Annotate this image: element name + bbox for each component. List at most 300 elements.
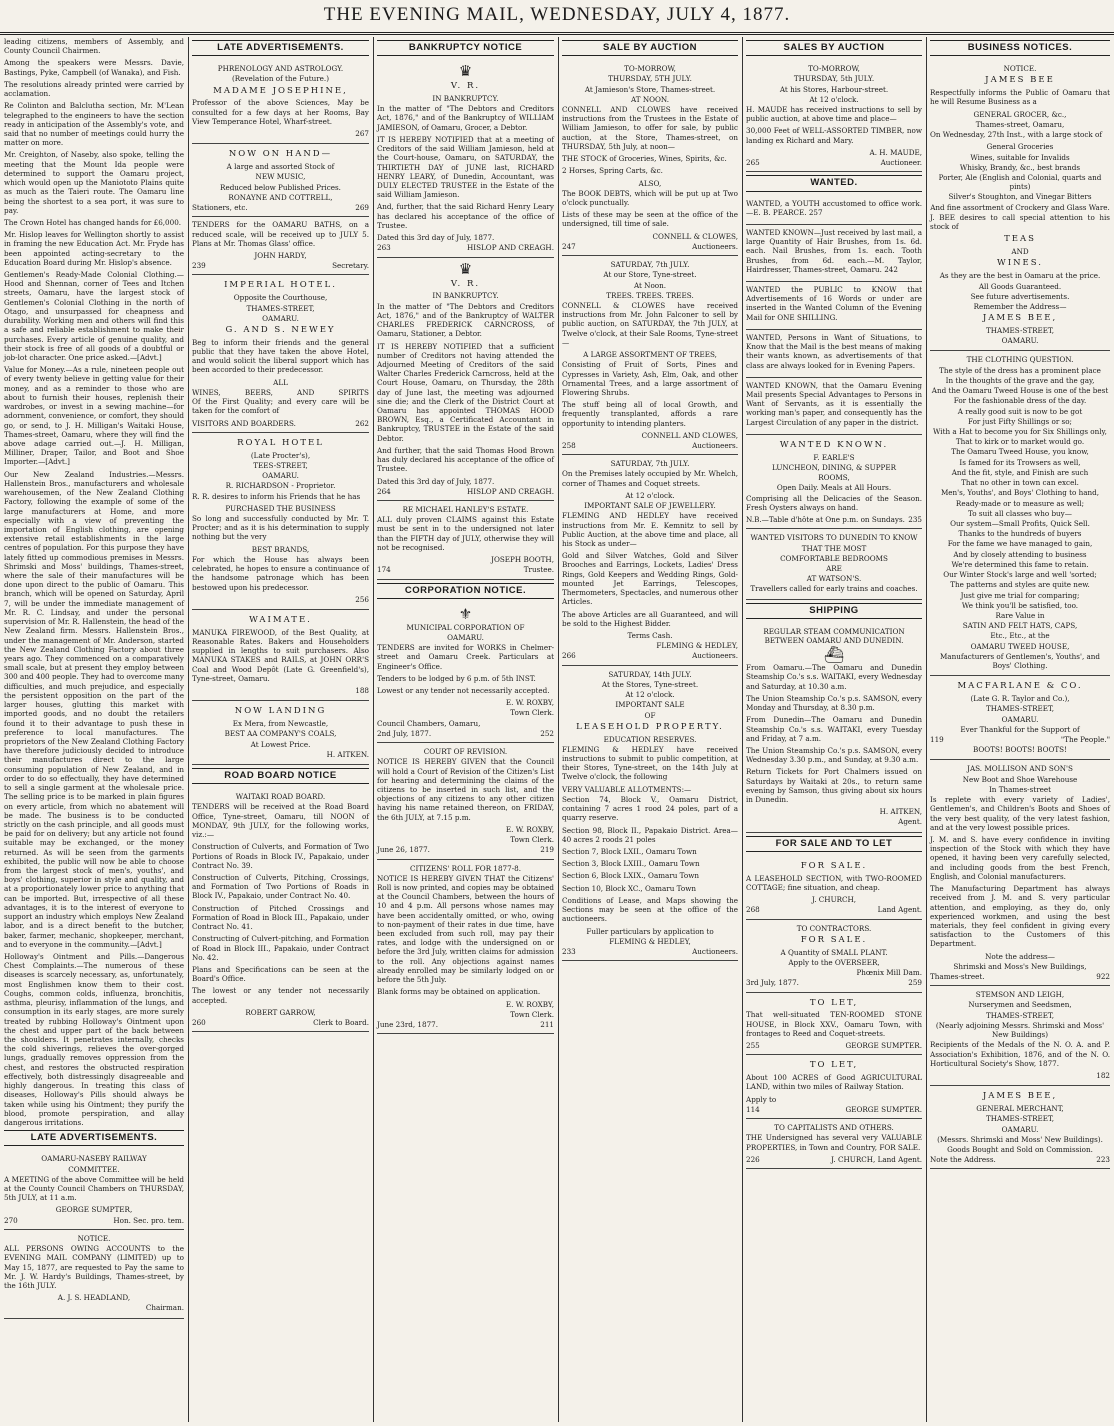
ad-name: JAMES BEE, (982, 313, 1058, 324)
ad-role: Auctioneers. (692, 441, 738, 451)
ad-line: ROOMS, (818, 473, 850, 483)
ad-title: FOR SALE. (800, 934, 868, 945)
ad-number: 266 (562, 651, 576, 661)
ad-role: Trustee. (523, 565, 554, 575)
ad-title: NOW ON HAND— (228, 149, 333, 160)
macfarlane-ad (930, 676, 1110, 760)
ad-line: WINES, (192, 387, 221, 397)
ad-line: THURSDAY, 5th JULY. (793, 74, 875, 84)
news-paragraph: leading citizens, members of Assembly, and County Council Chairmen. (4, 37, 184, 56)
ad-number: 182 (1096, 1071, 1110, 1080)
verse-line: The style of the dress has a prominent place (939, 365, 1101, 375)
ad-title: ROYAL HOTEL (237, 437, 324, 448)
ad-body: WANTED KNOWN—Just received by last mail, a large Quantity of Hair Brushes, from 1s. 6d. each. Nail Brushes, from 1s. each. Tooth Brushes, from 6d. each.—M. Taylor, Hairdresser, Thames-street, Oamaru. 242 (746, 227, 922, 274)
ad-line: Phœnix Mill Dam. (856, 968, 922, 978)
royal-hotel-ad (192, 433, 369, 610)
james-bee-merchant-ad (930, 1086, 1110, 1169)
ad-subtitle: New Boot and Shoe Warehouse (962, 774, 1078, 784)
corporation-tenders-ad (377, 603, 554, 743)
ad-body: TENDERS will be received at the Road Board Office, Tyne-street, Oamaru, till NOON of MONDAY, 9th JULY, for the following works, viz.:— (192, 802, 369, 840)
ad-subtitle: Nurserymen and Seedsmen, (968, 1000, 1072, 1010)
ad-line: OF (644, 710, 656, 720)
ad-body: FLEMING & HEDLEY have received instructions to submit to public competition, at their Stores, Tyne-street, on the 14th July at Twelve o'clock, the following (562, 744, 738, 782)
ad-title: EDUCATION RESERVES. (603, 734, 697, 744)
ad-title: IN BANKRUPTCY. (432, 291, 499, 301)
ad-role: Auctioneers. (692, 241, 738, 251)
ad-body: And, further, that the said Richard Henry Leary has declared his acceptance of the office of Trustee. (377, 202, 554, 230)
ad-line: BEERS, (244, 387, 273, 397)
ad-number: 258 (562, 441, 576, 451)
verse-line: For the fashionable dress of the day. (953, 396, 1087, 406)
section-heading: BUSINESS NOTICES. (930, 40, 1110, 56)
ad-number: 255 (746, 1041, 760, 1051)
ad-line: Apply to the OVERSEER, (788, 957, 880, 967)
ad-line: Fuller particulars by application to (586, 926, 714, 936)
list-item: Construction of Culverts, and Formation of Two Portions of Roads in Block IV., Papakaio, under Contract No. 39. (192, 842, 369, 870)
ad-role: Secretary. (332, 261, 369, 271)
ad-title: WAIMATE. (249, 614, 312, 625)
ad-signer: A. J. S. HEADLAND, (57, 1293, 131, 1303)
court-of-revision-ad (377, 743, 554, 859)
ad-body: That well-situated TEN-ROOMED STONE HOUSE, in Block XXV., Oamaru Town, with frontages to Reed and Coquet-streets. (746, 1010, 922, 1038)
ad-line: SATURDAY, 7th JULY. (610, 260, 690, 270)
ad-title: NOTICE. (1003, 64, 1037, 74)
ad-line: Thames-street. (930, 972, 985, 982)
ad-body: The Union Steamship Co.'s p.s. SAMSON, every Monday and Thursday, at 8.30 p.m. (746, 693, 922, 713)
ad-line: AT WATSON'S. (806, 574, 862, 584)
royal-crest-icon: ♛ (458, 259, 473, 278)
ad-signer: E. W. ROXBY, (505, 999, 554, 1009)
verse-line: Thanks to the hundreds of buyers (958, 529, 1082, 539)
ad-line: GENERAL GROCER, &c., (973, 109, 1067, 119)
ad-body: Comprising all the Delicacies of the Season. Fresh Oysters always on hand. (746, 493, 922, 512)
column-bankruptcy (373, 37, 558, 1422)
ad-signer: JOSEPH BOOTH, (491, 555, 554, 565)
verse-line: Ready-made or to measure as well; (955, 498, 1085, 508)
ad-line: THAMES-STREET, (985, 1010, 1055, 1020)
news-paragraph: Mr. Creighton, of Naseby, also spoke, telling the meeting that the Mount Ida people were determined to support the Oamaru project, which would open up the Maniototo Plains quite as much as the Taieri route. The Oamaru line being the shortest to a sea port, it was sure to pay. (4, 150, 184, 215)
ad-number: 174 (377, 565, 391, 575)
verse-line: Our Winter Stock's large and well 'sorted; (943, 570, 1097, 580)
ad-firm: FLEMING & HEDLEY, (609, 936, 691, 946)
list-item: General Groceries (986, 142, 1054, 152)
ad-line: Etc., Etc., at the (990, 631, 1050, 641)
stemson-leigh-ad (930, 986, 1110, 1086)
ad-line: BEST AA COMPANY'S COALS, (224, 729, 337, 739)
column-auction-wanted (742, 37, 926, 1422)
ad-role: Hon. Sec. pro. tem. (113, 1215, 184, 1225)
ad-body: Tenders to be lodged by 6 p.m. of 5th INST. (377, 673, 536, 683)
ad-date: 2nd July, 1877. (377, 728, 432, 738)
ad-name: F. EARLE'S (813, 452, 855, 462)
ad-number: 239 (192, 261, 206, 271)
ad-body: WANTED KNOWN, that the Oamaru Evening Mail presents Special Advantages to Persons in Want of Servants, as it is essentially the working man's paper, and consequently has the Largest Circulation of any paper in the district. (746, 380, 922, 427)
ad-line: All Goods Guaranteed. (978, 281, 1062, 291)
verse-line: Men's, Youths', and Boys' Clothing to hand, (940, 488, 1100, 498)
ad-line: At the Stores, Tyne-street. (601, 679, 699, 689)
ad-body: FLEMING AND HEDLEY have received instructions from Mr. E. Kemnitz to sell by Public Auction, at the above time and place, all his Stock as under— (562, 511, 738, 548)
list-item: Porter, Ale (English and Colonial, quarts and pints) (938, 173, 1102, 192)
ad-signer: A. H. MAUDE, (869, 147, 922, 157)
ad-title: TO CONTRACTORS. (796, 923, 872, 933)
ad-signer: J. CHURCH, Land Agent. (831, 1154, 922, 1164)
ad-signer: GEORGE SUMPTER. (845, 1041, 922, 1051)
section-heading: WANTED. (746, 175, 922, 191)
ad-number: 188 (355, 686, 369, 696)
ad-number: 270 (4, 1215, 18, 1225)
ad-line: WINES. (997, 258, 1043, 269)
ad-line: A large and assorted Stock of (226, 162, 335, 172)
wanted-ad (746, 196, 922, 225)
list-item: Whisky, Brandy, &c., best brands (959, 162, 1081, 172)
ad-line: See future advertisements. (970, 291, 1070, 301)
verse-line: And by closely attending to business (953, 549, 1087, 559)
for-sale-cottage-ad (746, 856, 922, 920)
ad-line: OAMARU. (262, 471, 299, 481)
ad-body: TENDERS are invited for WORKS in Chelmer-street and Oamaru Creek. Particulars at Engineer's Office. (377, 643, 554, 671)
ad-body: A Quantity of SMALL PLANT. (780, 947, 888, 957)
ad-line: Thames-street, Oamaru, (975, 119, 1065, 129)
ad-body: H. MAUDE has received instructions to sell by public auction, at above time and place— (746, 105, 922, 124)
ad-line: At 12 o'clock. (625, 690, 675, 700)
ad-name: G. AND S. NEWEY (225, 324, 336, 335)
ad-number: 263 (377, 243, 391, 253)
ad-line: THAMES-STREET, (985, 704, 1055, 714)
ad-line: NEW MUSIC, (255, 172, 306, 182)
ad-line: Terms Cash. (627, 630, 673, 640)
ad-line: OAMARU. (1001, 1124, 1039, 1134)
ad-line: As they are the best in Oamaru at the price. (939, 271, 1101, 281)
ad-body: A LEASEHOLD SECTION, with TWO-ROOMED COTTAGE; fine situation, and cheap. (746, 873, 922, 892)
ad-body: Is replete with every variety of Ladies', Gentlemen's, and Children's Boots and Shoes of the very best quality, of the very latest fashion, and at the very lowest possible prices. (930, 795, 1110, 832)
ad-body: Professor of the above Sciences, May be consulted for a few days at her Rooms, Bay View Temperance Hotel, Wharf-street. (192, 98, 369, 126)
ad-line: THAMES-STREET, (246, 303, 315, 313)
ad-body: TENDERS for the OAMARU BATHS, on a reduced scale, will be received up to JULY 5. Plans at Mr. Thomas Glass' office. (192, 220, 369, 248)
ad-name: JAMES BEE, (982, 1091, 1058, 1102)
municipal-crest-icon: ⚜ (458, 604, 473, 623)
wanted-ad (746, 378, 922, 435)
ad-body: The above Articles are all Guaranteed, and will be sold to the Highest Bidder. (562, 609, 738, 628)
ad-line: Open Daily. Meals at All Hours. (776, 483, 892, 493)
ad-title: THE CLOTHING QUESTION. (966, 355, 1074, 365)
ad-title: IN BANKRUPTCY. (432, 94, 499, 104)
ad-body: In the matter of "The Debtors and Creditors Act, 1876," and of the Bankruptcy of WILLIAM JAMIESON, of Oamaru, Grocer, a Debtor. (377, 104, 554, 132)
ad-line: SPIRITS (338, 387, 369, 397)
james-bee-grocer-ad (930, 60, 1110, 351)
ad-body: NOTICE IS HEREBY GIVEN that the Council will hold a Court of Revision of the Citizen's List for hearing and determining the claims of the citizens to be inserted in such list, and the objections of any citizens to any other citizen having his name retained thereon, on FRIDAY, the 6th JULY, at 7.15 p.m. (377, 757, 554, 822)
clothing-question-ad (930, 351, 1110, 676)
column-late-ads (188, 37, 373, 1422)
news-paragraph: The Crown Hotel has changed hands for £6,000. (4, 217, 182, 227)
ad-name: JAMES BEE (985, 75, 1055, 86)
verse-line: For just Fifty Shillings or so; (968, 416, 1072, 426)
ad-subtitle: COMMITTEE. (68, 1164, 120, 1174)
masthead-rule (0, 32, 1114, 35)
contractors-ad (746, 920, 922, 993)
imperial-hotel-ad (192, 275, 369, 432)
verse-line: That no other in town can excel. (961, 478, 1079, 488)
ad-number: 922 (1096, 972, 1110, 982)
news-paragraph: Our New Zealand Industries.—Messrs. Hallenstein Bros., manufacturers and wholesale warehousemen, of the New Zealand Clothing Factory, following the example of some of the large manufacturers at Home, and more especially with a view of preventing the importation of English clothing, are opening extensive retail establishments in the large centres of population. For this purpose they have lately fitted up commodious premises in Messrs. Shrimski and Moss' buildings, Thames-street, where the sale of their manufactures will be done upon direct to the public of Oamaru. This branch, which will be opened on Saturday, April 7, will be under the immediate management of Mr. R. C. Lindsay, and under the personal supervision of Mr. R. Hallenstein, the head of the New Zealand firm. Messrs. Hallenstein Bros., under the management of Mr. Anderson, started the New Zealand Clothing Factory about three years ago. They commenced on a comparatively small scale, but at present they employ between 300 and 400 people. They had to overcome many difficulties, and much prejudice, and especially the persistent opposition on the part of the larger houses, glutting this market with imported goods, and no doubt the retailers found it to their advantage to push these in preference to local manufactures. The proprietors of the New Zealand Clothing Factory have therefore judiciously decided to introduce their manufactures direct to the large consuming population of New Zealand, and in order to do so effectually, they have determined to sell a single garment at the wholesale price. The selling price is to be marked in plain figures on every article, from which no abatement will be made. The business is to be conducted strictly on the cash principle, and all goods must be paid for on delivery; but any article not found suitable may be exchanged, or the money returned. As will be seen from the garments exhibited, the public will now be able to choose from the largest stock of men's, youths', and boys' clothing, superior in style and quality, and at a proportionately lower price to anything that can be imported. But, irrespective of all these advantages, it is to the interest of everyone to support an industry which employs New Zealand labor, and is a direct benefit to the butcher, baker, farmer, mechanic, shopkeeper, merchant, and to everyone in the community.—[Advt.] (4, 469, 184, 949)
ad-body: J. M. and S. have every confidence in inviting inspection of the Stock with which they have opened, it having been very carefully selected, and including goods from the best French, English, and Colonial manufacturers. (930, 834, 1110, 881)
ad-number: 235 (908, 515, 922, 525)
section-heading: SALE BY AUCTION (562, 40, 738, 56)
phrenology-ad (192, 60, 369, 144)
ad-body: Blank forms may be obtained on application. (377, 987, 541, 997)
verse-line: We're determined this fame to retain. (951, 559, 1089, 569)
ad-line: Remember the Address— (973, 301, 1067, 311)
ad-signer: J. CHURCH, (811, 895, 857, 905)
ad-line: Shrimski and Moss's New Buildings, (953, 961, 1087, 971)
ad-body: For which the House has always been celebrated, he hopes to ensure a continuance of the handsome patronage which has been bestowed upon his predecessor. (192, 554, 369, 592)
ad-date: 3rd July, 1877. (746, 978, 799, 988)
ad-date: Dated this 3rd day of July, 1877. (377, 476, 495, 486)
list-item: And fine assortment of Crockery and Glass Ware. (930, 202, 1110, 212)
auction-jamieson-ad (562, 60, 738, 256)
ad-body: Respectfully informs the Public of Oamaru that he will Resume Business as a (930, 88, 1110, 107)
ad-line: COMFORTABLE BEDROOMS (780, 553, 888, 563)
ad-title: TO LET, (809, 997, 859, 1008)
ad-body: On Wednesday, 27th Inst., with a large stock of (930, 130, 1102, 140)
ad-number: 119 (930, 735, 944, 744)
ad-firm: FLEMING & HEDLEY, (656, 641, 738, 651)
ad-line: THAMES-STREET, (985, 326, 1055, 336)
ad-body: ALL PERSONS OWING ACCOUNTS to the EVENING MAIL COMPANY (LIMITED) up to May 15, 1877, are requested to Pay the same to Mr. J. W. Hardy's Buildings, Thames-street, by the 16th JULY. (4, 1244, 184, 1290)
ad-role: Land Agent. (877, 905, 922, 915)
ad-body: Return Tickets for Port Chalmers issued on Saturdays by Waitaki at 20s., to return same evening by Samson, thus giving about six hours in Dunedin. (746, 767, 922, 805)
section-heading: LATE ADVERTISEMENTS. (4, 1130, 184, 1146)
baths-tender-ad (192, 217, 369, 275)
ad-title: IMPORTANT SALE (615, 700, 685, 710)
ad-line: "The People." (1060, 735, 1110, 744)
ad-body: The Manufacturing Department has always received from J. M. and S. very particular attention, and employing, as they do, only experienced workmen, and using the best materials, they feel confident in giving every satisfaction to the Customers of this Department. (930, 884, 1110, 949)
verse-line: Our system—Small Profits, Quick Sell. (950, 518, 1090, 528)
ad-line: THURSDAY, 5TH JULY. (608, 74, 692, 84)
ad-name: MACFARLANE & CO. (957, 681, 1083, 692)
ad-body: Conditions of Lease, and Maps showing the Sections may be seen at the office of the auctioneers. (562, 895, 738, 924)
ad-body: IT IS HEREBY NOTIFIED that at a meeting of Creditors of the said William Jamieson, held at the Court-house, Oamaru, on SATURDAY, the THIRTIETH DAY of JUNE last, RICHARD HENRY LEARY, of Dunedin, Accountant, was DULY ELECTED TRUSTEE in the Estate of the said William Jamieson. (377, 134, 554, 200)
ad-role: Stationers, etc. (192, 203, 248, 213)
list-item: Wines, suitable for Invalids (970, 152, 1070, 162)
ad-line: At Jamieson's Store, Thames-street. (584, 84, 716, 94)
ad-signer: H. AITKEN. (326, 749, 369, 759)
verse-line: To suit all classes who buy— (968, 508, 1072, 518)
ad-line: (Nearly adjoining Messrs. Shrimski and Moss' New Buildings) (935, 1020, 1105, 1040)
ad-body: Recipients of the Medals of the N. O. A. and P. Association's Exhibition, 1876, and of the N. O. Horticultural Society's Show, 1877. (930, 1040, 1110, 1068)
hanley-estate-ad (377, 501, 554, 580)
road-board-ad (192, 788, 369, 1032)
ad-body: Lists of these may be seen at the office of the undersigned, till time of sale. (562, 210, 738, 229)
music-ad (192, 144, 369, 217)
accounts-notice-ad (4, 1230, 184, 1319)
auction-trees-ad (562, 256, 738, 455)
column-business (926, 37, 1114, 1422)
ad-subtitle: (Late G. R. Taylor and Co.), (970, 694, 1070, 704)
section-heading: SHIPPING (746, 603, 922, 619)
ad-line: TREES. TREES. TREES. (606, 290, 694, 300)
ad-title: NOTICE. (77, 1233, 111, 1243)
ad-number: 219 (540, 845, 554, 855)
ad-number: 223 (1096, 1155, 1110, 1165)
ad-name: MADAME JOSEPHINE, (213, 85, 348, 96)
ad-firm: CONNELL & CLOWES, (652, 231, 738, 241)
ad-line: TO-MORROW, (624, 64, 676, 74)
ad-title: MUNICIPAL CORPORATION OF (406, 622, 525, 632)
ad-number: 233 (562, 946, 576, 956)
masthead: THE EVENING MAIL, WEDNESDAY, JULY 4, 1877. (323, 4, 791, 25)
list-item: Section 98, Block II., Papakaio District. Area—40 acres 2 roods 21 poles (562, 825, 738, 844)
ad-body: So long and successfully conducted by Mr. T. Procter; and as it is his determination to supply nothing but the very (192, 513, 369, 542)
ad-firm: RONAYNE AND COTTRELL, (228, 192, 333, 202)
ad-role: Auctioneers. (692, 946, 738, 956)
ad-line: (Messrs. Shrimski and Moss' New Buildings). (937, 1134, 1103, 1144)
ad-line: GENERAL MERCHANT, (976, 1104, 1064, 1114)
ad-number: 269 (355, 203, 369, 213)
news-paragraph: Holloway's Ointment and Pills.—Dangerous Chest Complaints.—The numerous of these diseases is scarcely necessary, as, unfortunately, most Englishmen know them to their cost. Coughs, common colds, influenza, bronchitis, asthma, pleurisy, inflammation of the lungs, and consumption in its early stages, are more surely treated by rubbing Holloway's Ointment upon the chest and upper part of the back between the shoulders. It penetrates internally, checks the cold shiverings, relieves the over-gorged lungs, gradually removes oppression from the chest, and restores the obstructed respiration effectively, both distressingly disagreeable and highly dangerous. In treating this class of diseases, Holloway's Pills should always be taken while using his Ointment; they purify the blood, promote perspiration, and allay dangerous irritations. (4, 952, 184, 1127)
verse-line: For the fame we have managed to gain, (947, 539, 1093, 549)
ad-line: Rare Value in (995, 610, 1045, 620)
vr-mark: V. R. (450, 278, 481, 289)
verse-line: In the thoughts of the grave and the gay, (945, 375, 1095, 385)
steam-communication-ad (746, 623, 922, 833)
ad-line: Ex Mera, from Newcastle, (232, 719, 329, 729)
list-item: Section 7, Block LXII., Oamaru Town (562, 847, 697, 856)
list-item: Construction of Pitched Crossings and Formation of Road in Block III., Papakaio, under Contract No. 41. (192, 903, 369, 932)
list-item: Constructing of Culvert-pitching, and Formation of Road in Block III., Papakaio, under Contract No. 42. (192, 934, 369, 962)
ad-line: AND (297, 387, 315, 397)
ad-line: ARE (826, 563, 842, 573)
wanted-ad (746, 225, 922, 282)
verse-line: We think you'll be satisfied, too. (961, 600, 1079, 610)
ad-line: Apply to (746, 1094, 777, 1104)
ad-body: From Dunedin—The Oamaru and Dunedin Steamship Co.'s s.s. WAITAKI, every Tuesday and Friday, at 7 a.m. (746, 715, 922, 743)
ad-body: From Oamaru.—The Oamaru and Dunedin Steamship Co.'s s.s. WAITAKI, every Wednesday and Saturday, at 10.30 a.m. (746, 663, 922, 691)
citizens-roll-ad (377, 860, 554, 1035)
ad-line: THAMES-STREET, (985, 1114, 1055, 1124)
ad-role: Town Clerk. (510, 1009, 554, 1019)
ad-line: OAMARU. (1001, 714, 1039, 724)
auction-jewellery-ad (562, 455, 738, 665)
watsons-bedrooms-ad (746, 529, 922, 599)
news-paragraph: The resolutions already printed were carried by acclamation. (4, 79, 184, 99)
ad-date: June 23rd, 1877. (377, 1020, 439, 1029)
ad-title: RE MICHAEL HANLEY'S ESTATE. (402, 505, 529, 514)
ad-line: OAMARU TWEED HOUSE, (970, 641, 1070, 651)
ad-body: In the matter of "The Debtors and Creditors Act, 1876," and of the Bankruptcy of WALTER CHARLES FREDERICK CARNCROSS, of Oamaru, Stationer, a Debtor. (377, 301, 554, 339)
ad-date: Dated this 3rd day of July, 1877. (377, 233, 495, 243)
ad-body: IT IS HEREBY NOTIFIED that a sufficient number of Creditors not having attended the Adjourned Meeting of Creditors of the said Walter Charles Frederick Carncross, held at the Court House, Oamaru, on Thursday, the 28th day of June last, the meeting was adjourned sine die; and the Clerk of the District Court at Oamaru has appointed THOMAS HOOD BROWN, Esq., a Certificated Accountant in Bankruptcy, TRUSTEE in the Estate of the said Debtor. (377, 341, 554, 443)
section-heading: CORPORATION NOTICE. (377, 583, 554, 599)
ad-body: Gold and Silver Watches, Gold and Silver Brooches and Earrings, Lockets, Ladies' Dress Rings, Gold Keepers and Wedding Rings, Gold-mounted Jet Earrings, Telescopes, Thermometers, Spectacles, and numerous other Articles. (562, 551, 738, 607)
ad-number: 259 (908, 978, 922, 988)
list-item: Section 3, Block LXIII., Oamaru Town (562, 859, 700, 869)
ad-line: At Lowest Price. (250, 739, 311, 749)
ad-body: MANUKA FIREWOOD, of the Best Quality, at Reasonable Rates. Bakers and Householders supplied in lengths to suit purchasers. Also MANUKA STAKES and RAILS, at JOHN ORR'S Coal and Wood Depôt (Late G. Greenfield's), Tyne-street, Oamaru. (192, 627, 369, 683)
ad-line: At 12 o'clock. (809, 94, 859, 104)
ad-line: SATIN AND FELT HATS, CAPS, (962, 621, 1078, 631)
ad-line: PURCHASED THE BUSINESS (225, 503, 336, 513)
column-auction (558, 37, 742, 1422)
verse-line: That to kirk or to market would go. (955, 437, 1085, 447)
ad-title: PHRENOLOGY AND ASTROLOGY. (217, 64, 344, 74)
ad-role: Clerk to Board. (313, 1018, 369, 1028)
coal-landing-ad (192, 701, 369, 765)
bankruptcy-jamieson-ad (377, 60, 554, 257)
ad-signer: GEORGE SUMPTER. (845, 1104, 922, 1114)
ad-line: Note the address— (985, 951, 1055, 961)
ad-body: J. BEE desires to call special attention to his stock of (930, 212, 1110, 232)
verse-line: And the fit, style, and Finish are such (951, 467, 1089, 477)
railway-committee-ad (4, 1150, 184, 1230)
ad-firm: CONNELL AND CLOWES, (641, 430, 738, 440)
verse-line: Is famed for its Trowsers as well, (959, 457, 1081, 467)
ad-role: Auctioneers. (692, 651, 738, 661)
ad-line: Note the Address. (930, 1155, 996, 1165)
ad-line: Goods Bought and Sold on Commission. (947, 1144, 1093, 1154)
news-paragraph: Mr. Hislop leaves for Wellington shortly to assist in framing the new Education Act. Mr. Fryde has been appointed acting-secretary to the Education Board during Mr. Hislop's absence. (4, 230, 184, 267)
ad-title: TO CAPITALISTS AND OTHERS. (774, 1123, 894, 1133)
ad-name: JAS. MOLLISON AND SON'S (967, 764, 1073, 774)
ad-body: R. R. desires to inform his Friends that he has (192, 491, 361, 501)
wanted-ad (746, 282, 922, 330)
ad-body: Lowest or any tender not necessarily accepted. (377, 686, 550, 695)
ad-title: TO LET, (809, 1060, 859, 1071)
ad-subtitle: (Late Procter's), (250, 450, 311, 460)
ad-number: 252 (540, 728, 554, 738)
ad-line: R. RICHARDSON - Proprietor. (225, 481, 336, 491)
ad-role: Auctioneer. (880, 158, 922, 168)
bankruptcy-carncross-ad (377, 258, 554, 501)
ad-body: NOTICE IS HEREBY GIVEN THAT the Citizens' Roll is now printed, and copies may be obtained at the Council Chambers, between the hours of 10 and 4 p.m. All persons whose names may have been accidentally omitted, or who, owing to non-payment of their rates in due time, have been excluded from such roll, may pay their rates, and lodge with the undersigned on or before the 3rd July, written claims for admission to the roll. Any objections against names already enrolled may be similarly lodged on or before the 5th July. (377, 873, 554, 985)
ad-signer: GEORGE SUMPTER, (55, 1205, 133, 1215)
verse-line: The patterns and styles are quite new. (950, 580, 1090, 590)
ad-number: 256 (355, 594, 369, 604)
ad-firm: HISLOP AND CREAGH. (467, 486, 554, 496)
ad-line: Ever Thankful for the Support of (960, 724, 1080, 734)
ad-line: Opposite the Courthouse, (233, 293, 328, 303)
ad-line: Reduced below Published Prices. (220, 182, 341, 192)
ad-title: OAMARU. (447, 632, 484, 642)
ad-line: VERY VALUABLE ALLOTMENTS:— (562, 784, 692, 794)
ad-signer: H. AITKEN, (879, 807, 922, 817)
ad-line: SATURDAY, 7th JULY. (610, 459, 690, 469)
ad-body: THE Undersigned has several very VALUABLE PROPERTIES, in Town and Country, FOR SALE. (746, 1133, 922, 1152)
section-heading: BANKRUPTCY NOTICE (377, 40, 554, 56)
ad-title: NOW LANDING (234, 706, 327, 717)
ad-number: 267 (355, 129, 369, 139)
verse-line: A really good suit is now to be got (957, 406, 1083, 416)
verse-line: And the Oamaru Tweed House is one of the best (931, 386, 1109, 396)
ad-body: Beg to inform their friends and the general public that they have taken the above Hotel, and would solicit the liberal support which has been accorded to their predecessor. (192, 337, 369, 375)
ad-number: 114 (746, 1104, 760, 1114)
ad-line: AT NOON. (630, 94, 670, 104)
wanted-ad (746, 330, 922, 378)
ad-role: Town Clerk. (510, 708, 554, 718)
ad-line: BOOTS! BOOTS! BOOTS! (973, 745, 1067, 755)
capitalists-ad (746, 1119, 922, 1169)
list-item: Silver's Stoughton, and Vinegar Bitters (948, 192, 1092, 202)
ad-title: CITIZENS' ROLL FOR 1877-8. (410, 863, 521, 873)
waimate-ad (192, 610, 369, 701)
ad-body: CONNELL & CLOWES have received instructions from Mr. John Falconer to sell by public auction, on SATURDAY, the 7th JULY, at Twelve o'clock, at their Sale Rooms, Tyne-street— (562, 300, 738, 347)
ad-line: N.B.—Table d'hôte at One p.m. on Sundays. (746, 515, 905, 525)
ad-number: 260 (192, 1018, 206, 1028)
to-let-land-ad (746, 1055, 922, 1119)
ad-body: THE STOCK of Groceries, Wines, Spirits, &c. (562, 154, 727, 164)
steamship-icon: ⛴ (823, 645, 845, 665)
ad-line: ALL (273, 377, 288, 387)
ad-title: IMPORTANT SALE OF JEWELLERY. (584, 501, 716, 511)
